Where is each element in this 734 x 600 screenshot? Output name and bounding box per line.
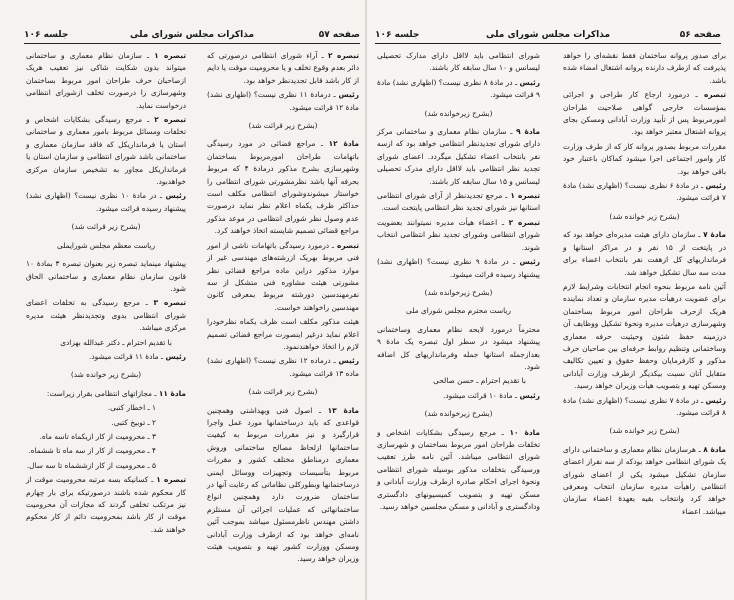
session-number: جلسه ۱۰۶ <box>375 30 420 40</box>
paragraph <box>563 281 726 393</box>
paragraph-text: آئین نامه مربوط بنحوه انجام انتخابات وشرایط لازم برای عضویت درهیأت مدیره سازمان و تعداد نماینده هریک ازحرف طراحان امور مربوط بساختمان وشهرسازی درهیأت مدیره ونحوهٔ تشکیل ووظایف آن درزمینه حفظ شئون وحیثیت حرفه معماری وساختمانی وتنظیم روابط حرفه‌ای بین صاحبان حرف مذکور و کارفرمایان وحفظ حقوق و تعیین تکالیف متقابل آنان نسبت بیکدیگر ازطرف وزارت آبادانی ومسکن تهیه و بتصویب هیأت وزیران خواهد رسید. <box>563 281 726 391</box>
paragraph-text: مقررات مربوط بصدور پروانه کار که از طرف وزارت کار وامور اجتماعی اجرا میشود کماکان باعتبار خود باقی خواهد بود. <box>563 141 726 176</box>
centered-line: ریاست محترم مجلس شورای ملی <box>406 306 511 316</box>
running-title: مذاکرات مجلس شورای ملی <box>485 30 611 40</box>
page-header <box>24 29 360 44</box>
paragraph-text: ـ اعضاء هیأت مدیره نمیتوانند بعضویت شورای انتظامی وشورای تجدید نظر انتظامی انتخاب شوند. <box>377 217 540 252</box>
paragraph <box>26 474 186 536</box>
centered-line: (بشرح زیرخوانده شد) <box>424 409 493 419</box>
paragraph-lead: مادهٔ ۱۲ <box>328 139 359 149</box>
text-column-right <box>207 50 359 568</box>
paragraph <box>26 190 186 215</box>
paragraph-text: ـ سازمان نظام معماری و ساختمانی میتواند بدون شکایت شاکی نیز تعقیب هریک ازصاحبان حرف طراحان امور مربوط بساختمان وشهرسازی را درصورت تخلف ازشورای انتظامی درخواست نماید. <box>26 51 186 110</box>
paragraph-text: پیشنهاد مینماید تبصره زیر بعنوان تبصره ۳ بمادهٔ ۱۰ قانون سازمان نظام معماری و ساختمانی الحاق شود. <box>26 259 186 293</box>
paragraph-lead: مادهٔ ۱۱ <box>158 388 186 398</box>
paragraph-lead: رئیس <box>519 390 540 400</box>
paragraph-text: ـ مرجع رسیدگی به تخلفات اعضای شورای انتظامی بدوی وتجدیدنظر هیئت مدیره مرکزی میباشد. <box>26 298 186 333</box>
paragraph-text: ـ در مادهٔ ۸ نظری نیست؟ (اظهاری نشد) مادهٔ ۹ قرائت میشود. <box>377 77 540 100</box>
paragraph-text: ـ در مادهٔ ۷ نظری نیست؟ (اظهاری نشد) مادهٔ ۸ قرائت میشود. <box>563 395 726 417</box>
paragraph-lead: رئیس <box>338 356 360 366</box>
paragraph <box>26 297 186 334</box>
paragraph <box>563 180 726 205</box>
paragraph <box>377 77 540 102</box>
list-item: ۴ ـ محرومیت از کار از سه ماه تا ششماه. <box>28 446 156 456</box>
text-column-left <box>377 50 540 515</box>
paragraph <box>207 240 359 314</box>
list-item: ۲ ـ توبیخ کتبی. <box>111 417 156 427</box>
paragraph <box>563 395 726 420</box>
paragraph-lead: تبصره ۲ <box>328 51 360 60</box>
paragraph-lead: تبصره ۱ <box>154 51 187 60</box>
paragraph-text: ـ درماده ۱۲ نظری نیست؟ (اظهاری نشد) ماده ۱۳ قرائت میشود. <box>207 356 359 378</box>
centered-line: (بشرح زیر قرائت شد) <box>248 121 318 131</box>
centered-line: (بشرح زیرخوانده شد) <box>424 108 493 118</box>
paragraph-text: ـ آراء شورای انتظامی درصورتی که دائر بعدم وقوع تخلف و یا محرومیت موقت یا دایم از کار باشد قابل تجدیدنظر خواهد بود. <box>207 51 359 85</box>
paragraph-lead: مادهٔ ۹ <box>516 127 540 137</box>
paragraph <box>563 229 726 279</box>
paragraph-lead: رئیس <box>519 257 540 267</box>
paragraph-text: ـ مرجع رسیدگی بشکایات اشخاص و تخلفات ومسائل مربوط بامور معماری و ساختمانی استان یا فرمانداریکل که فاقد سازمان معماری و ساختمانی باشد شورای انتظامی و سازمان استان یا فرمانداریکل مجاور به تشخیص سازمان مرکزی خواهدبود. <box>26 115 186 187</box>
paragraph-lead: رئیس <box>705 395 726 405</box>
signature-line: با تقدیم احترام ـ دکتر عبدالله بهزادی <box>60 337 172 347</box>
paragraph-text: ـ هرسازمان نظام معماری و ساختمانی دارای یک شورای انتظامی خواهد بودکه از سه نفراز اعضای سازمان تشکیل میشود یکی از اعضای شورای انتظامی راهیأت مدیره سازمان انتخاب ومعرفی خواهد کرد وانتخاب بقیه بعهدهٔ اعضاء سازمان میباشد. اعضاء <box>563 444 726 516</box>
paragraph-lead: مادهٔ ۱۰ <box>509 427 540 437</box>
paragraph <box>207 316 359 353</box>
paragraph-text: ـ مادهٔ ۱۰ قرائت میشود. <box>443 390 520 400</box>
paragraph-lead: تبصره ۱ <box>510 191 541 201</box>
paragraph-text: ـ در مادهٔ ۶ نظری نیست؟ (اظهاری نشد) مادهٔ ۷ قرائت میشود. <box>563 181 726 203</box>
paragraph <box>207 89 359 114</box>
paragraph-lead: تبصره ۱ <box>156 475 187 485</box>
list-item: ۱ ـ اخطار کتبی. <box>107 403 156 413</box>
paragraph-text: ـ مجازاتهای انتظامی بقرار زیراست: <box>46 388 159 398</box>
paragraph <box>207 355 359 380</box>
paragraph-text: ـ مراجع قضائی در مورد رسیدگی باتهامات طراحان امورمربوط بساختمان وشهرسازی بشرح مذکور درمادهٔ ۴ که مربوط بحرفه آنها باشد نظرمشورتی شورای انتظامی را خواستار میشوندوشورای انتظامی مکلف است حداکثر ظرف یکماه اعلام نظر نماید درصورت عدم وصول نظر شورای انتظامی در موعد مذکور مراجع قضائی تصمیم شایسته اتخاذ خواهند کرد. <box>207 139 359 236</box>
paragraph-lead: تبصره ۲ <box>154 115 187 125</box>
paragraph <box>377 427 540 514</box>
centered-line: (بشرح زیر قرائت شد) <box>248 387 318 397</box>
paragraph <box>26 351 186 363</box>
page-header <box>375 29 721 44</box>
paragraph-text: ـ درمورد رسیدگی باتهامات ناشی از امور فنی مربوط بهریک ازرشته‌های مهندسی غیر از موارد مذکور دراین ماده مراجع قضائی نظر مشورتی هیئت مشاوره فنی متشکل از سه نفرمهندسین دورشته مربوط بمعرفی کانون مهندسین راخواهند خواست. <box>207 240 359 312</box>
text-column-left <box>26 50 186 538</box>
paragraph <box>207 50 359 87</box>
paragraph-text: ـ در مادهٔ ۹ نظری نیست؟ (اظهاری نشد) پیشنهاد رسیده قرائت میشود. <box>377 257 540 279</box>
paragraph-lead: رئیس <box>519 77 540 87</box>
centered-line: (بشرح زیر خوانده شد) <box>609 211 680 221</box>
paragraph <box>207 405 359 566</box>
signature-line: با تقدیم احترام ـ حسن صالحی <box>433 376 526 386</box>
paragraph-lead: مادهٔ ۸ <box>703 444 726 454</box>
paragraph <box>377 190 540 215</box>
paragraph <box>26 258 186 295</box>
paragraph <box>377 50 540 75</box>
page-number: صفحه ۵۶ <box>679 30 721 40</box>
text-column-right <box>563 50 726 520</box>
running-title: مذاکرات مجلس شورای ملی <box>129 30 255 40</box>
paragraph-lead: تبصره <box>336 240 359 250</box>
paragraph-text: ـ مادهٔ ۱۱ قرائت میشود. <box>89 351 166 361</box>
paragraph-lead: رئیس <box>338 90 360 100</box>
paragraph <box>563 50 726 87</box>
page-56 <box>367 0 734 600</box>
centered-line: (بشرح زیر قرائت شد) <box>71 222 141 232</box>
paragraph-lead: مادهٔ ۷ <box>703 230 726 240</box>
paragraph-text: ـ درمورد ارجاع کار طراحی و اجرائی بمؤسسات خارجی گواهی صلاحیت طراحان امورمربوط پس از تأیید وزارت آبادانی ومسکن بجای پروانه اشتغال معتبر خواهد بود. <box>563 90 726 137</box>
paragraph <box>563 89 726 139</box>
paragraph-text: برای صدور پروانه ساختمان فقط نقشه‌ای را خواهد پذیرفت که ازطرف دارنده پروانه اشتغال امضاء شده باشد. <box>563 51 726 85</box>
paragraph-text: ـ اصول فنی وبهداشتی وهمچنین قواعدی که باید درساختمانها مورد عمل واجرا قرارگیرد و نیز مقررات مربوط به کیفیت ساختمانها ازلحاظ مصالح ساختمانی وروش معماری درمناطق مختلف کشور و مقررات مربوط بتأسیسات وتجهیزات ووسائل ایمنی درساختمانها وبطورکلی نظاماتی که رعایت آنها در ساختمان ضرورت دارد وهمچنین انواع ساختمانهائی که عملیات اجرائی آن مستلزم داشتن مهندس ناظرمسئول میباشد بموجب آئین نامه‌ای خواهد بود که ازطرف وزارت آبادانی ومسکن ووزارت کشور تهیه و بتصویب هیئت وزیران خواهد رسید. <box>207 405 359 564</box>
paragraph <box>377 390 540 402</box>
paragraph <box>377 256 540 281</box>
paragraph-lead: تبصره ۳ <box>153 298 187 308</box>
paragraph-text: ـ کسانیکه بسه مرتبه محرومیت موقت از کار محکوم شده باشند درصورتیکه برای بار چهارم نیز مرتکب تخلفی گردند که مجازات آن محرومیت موقت از کار باشد بمحرومیت دائم از کار محکوم خواهند شد. <box>26 475 186 534</box>
paragraph-text: محترماً درمورد لایحه نظام معماری وساختمانی پیشنهاد میشود در سطر اول تبصره یک مادهٔ ۹ بعدازجمله استانها جمله وفرمانداریهای کل اضافه شود. <box>377 324 540 371</box>
paragraph-text: ـ مرجع رسیدگی بشکایات اشخاص و تخلفات طراحان امور مربوط بساختمان و شهرسازی شورای انتظامی میباشد. آئین نامه طرز تعقیب ورسیدگی بتخلفات مذکور بوسیله شورای انتظامی ونحوهٔ اجرای احکام صادره ازطرف وزارت آبادانی و مسکن تهیه و بتصویب کمیسیونهای دادگستری ودادگستری و آبادانی و مسکن مجلسین خواهد رسید. <box>377 427 540 511</box>
paragraph-lead: رئیس <box>165 191 186 201</box>
list-item: ۳ ـ محرومیت از کار ازیکماه تاسه ماه. <box>39 431 156 441</box>
paragraph-lead: تبصره <box>703 90 726 100</box>
paragraph-text: ـ درمادهٔ ۱۱ نظری نیست؟ (اظهاری نشد) مادهٔ ۱۲ قرائت میشود. <box>207 90 359 112</box>
paragraph <box>377 324 540 374</box>
paragraph <box>207 138 359 237</box>
paragraph-text: ـ در مادهٔ ۱۰ نظری نیست؟ (اظهاری نشد) پیشنهاد رسیده قرائت میشود. <box>26 191 186 213</box>
paragraph <box>377 217 540 254</box>
paragraph <box>563 141 726 178</box>
paragraph <box>563 444 726 518</box>
paragraph-lead: تبصره ۲ <box>508 217 540 227</box>
paragraph-lead: رئیس <box>165 351 186 361</box>
paragraph-text: ـ سازمان دارای هیئت مدیره‌ای خواهد بود که در پایتخت از ۱۵ نفر و در مراکز استانها و فرمانداریهای کل ازهفت نفر بانتخاب اعضاء برای مدت سه سال تشکیل خواهد شد. <box>563 230 726 277</box>
paragraph <box>377 126 540 188</box>
centered-line: (بشرح زیر خوانده شد) <box>609 426 680 436</box>
session-number: جلسه ۱۰۶ <box>24 30 69 40</box>
paragraph-text: ـ سازمان نظام معماری و ساختمانی مرکز دارای شورای تجدیدنظر انتظامی خواهد بود که ازسه نفر بانتخاب اعضاء تشکیل میگردد. اعضای شورای تجدید نظر انتظامی باید لااقل دارای مدرک تحصیلی لیسانس و ۱۵ سال سابقه کار باشند. <box>377 127 540 186</box>
page-number: صفحه ۵۷ <box>318 30 360 40</box>
paragraph-text: شورای انتظامی باید لااقل دارای مدارک تحصیلی لیسانس و ۱۰ سال سابقه کار باشند. <box>377 51 540 73</box>
list-item: ۵ ـ محرومیت از کار ازششماه تا سه سال. <box>26 460 156 470</box>
centered-line: (بشرح زیر خوانده شد) <box>70 370 142 380</box>
paragraph <box>26 114 186 188</box>
centered-line: (بشرح زیرخوانده شد) <box>424 287 493 297</box>
paragraph-text: ـ مرجع تجدیدنظر از آرای شورای انتظامی استانها نیز شورای تجدید نظر انتظامی پایتخت است. <box>377 191 540 213</box>
paragraph-lead: رئیس <box>705 181 726 191</box>
centered-line: ریاست معظم مجلس شورایملی <box>56 240 156 250</box>
paragraph-lead: مادهٔ ۱۳ <box>327 405 359 415</box>
paragraph-text: هیئت مذکور مکلف است ظرف یکماه نظرخودرا اعلام نماید درغیر اینصورت مراجع قضائی تصمیم لازم را اتخاذ خواهندنمود. <box>207 317 359 351</box>
paragraph <box>26 388 186 400</box>
paragraph <box>26 50 186 112</box>
